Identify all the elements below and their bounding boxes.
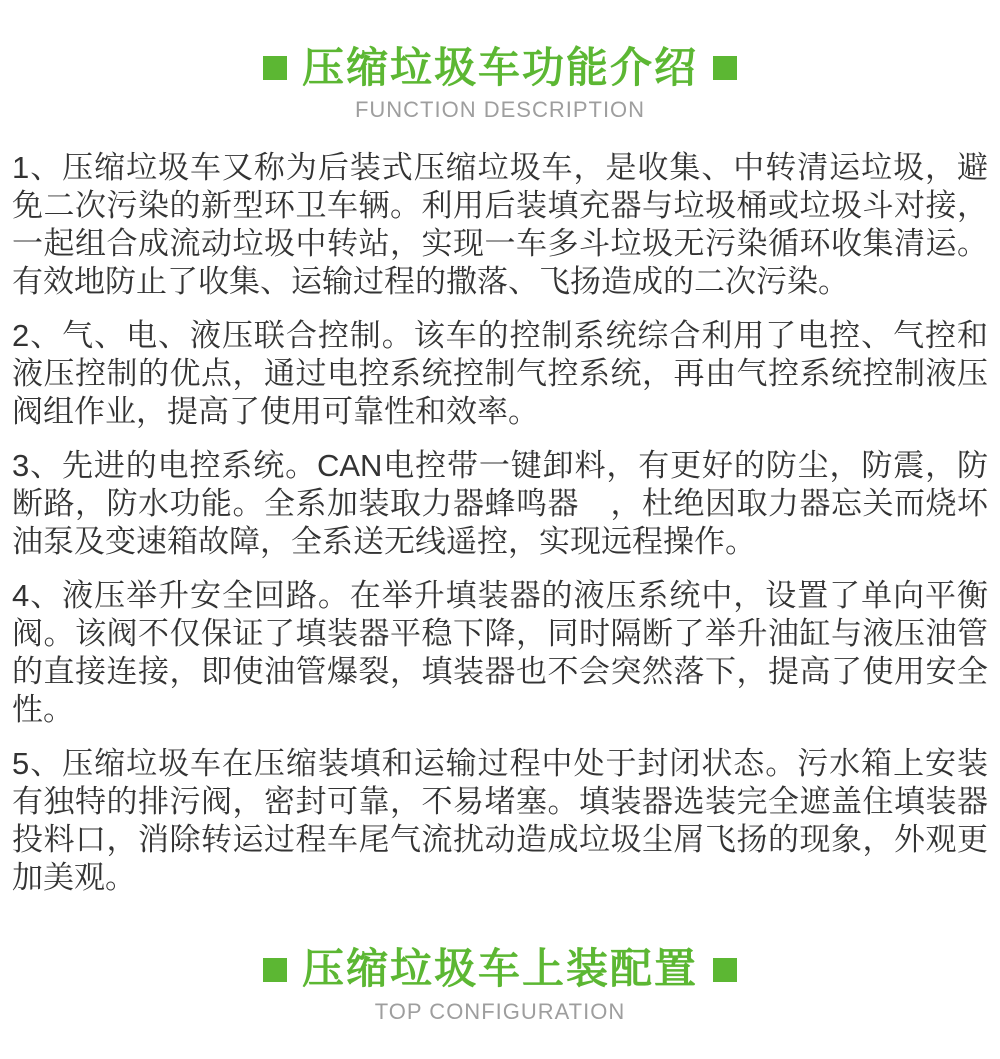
function-paragraph-1: 1、压缩垃圾车又称为后装式压缩垃圾车，是收集、中转清运垃圾，避免二次污染的新型环卫车辆。利用后装填充器与垃圾桶或垃圾斗对接，一起组合成流动垃圾中转站，实现一车多斗垃圾无污染循环收集清运。有效地防止了收集、运输过程的撒落、飞扬造成的二次污染。: [12, 150, 988, 300]
function-paragraph-2: 2、气、电、液压联合控制。该车的控制系统综合利用了电控、气控和液压控制的优点，通过电控系统控制气控系统，再由气控系统控制液压阀组作业，提高了使用可靠性和效率。: [12, 318, 988, 430]
function-paragraph-5: 5、压缩垃圾车在压缩装填和运输过程中处于封闭状态。污水箱上安装有独特的排污阀，密封可靠，不易堵塞。填装器选装完全遮盖住填装器投料口，消除转运过程车尾气流扰动造成垃圾尘屑飞扬的现象，外观更加美观。: [12, 746, 988, 896]
title-left-square-icon: [263, 958, 287, 982]
title-left-square-icon: [263, 56, 287, 80]
top-config-section-header: [0, 947, 1000, 1024]
function-section-subtitle: FUNCTION DESCRIPTION: [354, 97, 646, 123]
title-right-square-icon: [713, 56, 737, 80]
function-title-row: [0, 46, 1000, 90]
function-paragraph-3: 3、先进的电控系统。CAN电控带一键卸料，有更好的防尘，防震，防断路，防水功能。全系加装取力器蜂鸣器 ，杜绝因取力器忘关而烧坏油泵及变速箱故障，全系送无线遥控，实现远程操作。: [12, 448, 988, 560]
function-section-header: [0, 46, 1000, 123]
function-description-body: [0, 149, 1000, 897]
top-config-section-subtitle: TOP CONFIGURATION: [374, 998, 626, 1024]
function-section-title: 压缩垃圾车功能介绍: [301, 44, 698, 91]
top-config-section-title: 压缩垃圾车上装配置: [301, 945, 698, 993]
title-right-square-icon: [713, 958, 737, 982]
function-paragraph-4: 4、液压举升安全回路。在举升填装器的液压系统中，设置了单向平衡阀。该阀不仅保证了填装器平稳下降，同时隔断了举升油缸与液压油管的直接连接，即使油管爆裂，填装器也不会突然落下，提高了使用安全性。: [12, 578, 988, 728]
top-config-title-row: [0, 947, 1000, 991]
